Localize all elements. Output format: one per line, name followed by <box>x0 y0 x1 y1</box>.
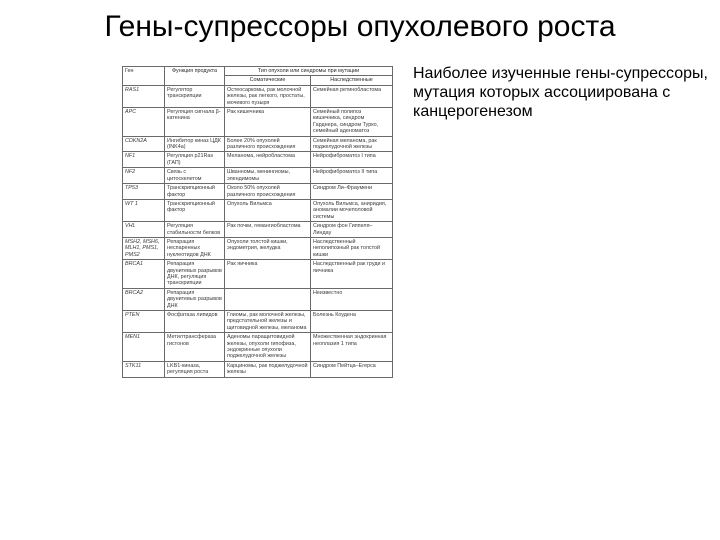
table-row <box>123 288 393 310</box>
table-cell-gene: STK11 <box>123 361 165 377</box>
table-cell-somatic: Глиомы, рак молочной железы, предстательной железы и щитовидной железы, меланома <box>225 311 311 333</box>
table-row <box>123 199 393 221</box>
table-cell-germline: Синдром Пейтца–Егерса <box>311 361 393 377</box>
table-cell-somatic: Более 20% опухолей различного происхождения <box>225 136 311 152</box>
table-cell-somatic: Рак кишечника <box>225 108 311 137</box>
table-body <box>123 85 393 377</box>
table-cell-somatic: Опухоль Вильмса <box>225 199 311 221</box>
table-cell-germline: Болезнь Коудена <box>311 311 393 333</box>
table-cell-function: Ингибитор киназ ЦДК (INK4a) <box>165 136 225 152</box>
table-row <box>123 85 393 107</box>
slide-title: Гены-супрессоры опухолевого роста <box>104 10 616 43</box>
table-cell-somatic: Шванномы, менингиомы, эпендимомы <box>225 168 311 184</box>
table-cell-function: Метилтрансфераза гистонов <box>165 333 225 362</box>
table-row <box>123 108 393 137</box>
table-cell-gene: RAS1 <box>123 85 165 107</box>
table-cell-somatic: Остеосаркомы, рак молочной железы, рак легкого, простаты, мочевого пузыря <box>225 85 311 107</box>
table-cell-germline: Неизвестно <box>311 288 393 310</box>
table-cell-somatic: Карциномы, рак поджелудочной железы <box>225 361 311 377</box>
table-cell-somatic: Меланома, нейробластома <box>225 152 311 168</box>
table-cell-function: Транскрипционный фактор <box>165 199 225 221</box>
table-cell-gene: BRCA1 <box>123 260 165 289</box>
table-cell-germline: Наследственный неполипозный рак толстой кишки <box>311 237 393 259</box>
table-row <box>123 260 393 289</box>
table-cell-germline: Нейрофиброматоз II типа <box>311 168 393 184</box>
table-cell-gene: MEN1 <box>123 333 165 362</box>
table-cell-germline: Синдром Ли–Фраумени <box>311 184 393 200</box>
table-cell-germline: Семейная ретинобластома <box>311 85 393 107</box>
table-cell-somatic: Опухоли толстой кишки, эндометрия, желудка <box>225 237 311 259</box>
table-cell-germline: Семейный полипоз кишечника, синдром Гарднера, синдром Турко, семейный аденоматоз <box>311 108 393 137</box>
table-row <box>123 237 393 259</box>
table-cell-somatic <box>225 288 311 310</box>
table-row <box>123 152 393 168</box>
table-cell-function: Фосфатаза липидов <box>165 311 225 333</box>
table-cell-somatic: Аденомы паращитовидной железы, опухоли гипофиза, эндокринные опухоли поджелудочной железы <box>225 333 311 362</box>
table-cell-gene: TP53 <box>123 184 165 200</box>
table-row <box>123 311 393 333</box>
table-cell-gene: NF1 <box>123 152 165 168</box>
table-header-row <box>123 67 393 76</box>
table-cell-gene: NF2 <box>123 168 165 184</box>
table-row <box>123 333 393 362</box>
table-cell-germline: Нейрофиброматоз I типа <box>311 152 393 168</box>
table-cell-somatic: Рак почки, гемангиобластома <box>225 222 311 238</box>
table-cell-germline: Семейная меланома, рак поджелудочной железы <box>311 136 393 152</box>
table-cell-gene: BRCA2 <box>123 288 165 310</box>
table-cell-germline: Множественная эндокринная неоплазия 1 типа <box>311 333 393 362</box>
table-cell-gene: WT 1 <box>123 199 165 221</box>
table-cell-somatic: Рак яичника <box>225 260 311 289</box>
table-cell-function: Регуляция р21Ras (ГАП) <box>165 152 225 168</box>
header-function: Функция продукта <box>165 67 225 86</box>
table-cell-function: Репарация неспаренных нуклеотидов ДНК <box>165 237 225 259</box>
table-cell-gene: MSH2, MSH6, MLH1, PMS1, PMS2 <box>123 237 165 259</box>
table-cell-function: Регулятор транскрипции <box>165 85 225 107</box>
table-row <box>123 184 393 200</box>
table-row <box>123 168 393 184</box>
table-row <box>123 222 393 238</box>
table-cell-function: Репарация двунитевых разрывов ДНК <box>165 288 225 310</box>
gene-table <box>122 66 393 378</box>
table-cell-gene: VHL <box>123 222 165 238</box>
header-germline: Наследственные <box>311 76 393 85</box>
table-cell-function: Транскрипционный фактор <box>165 184 225 200</box>
table-cell-germline: Синдром фон Гиппеля–Линдау <box>311 222 393 238</box>
table-cell-gene: CDKN2A <box>123 136 165 152</box>
table-cell-function: LKB1-киназа, регуляция роста <box>165 361 225 377</box>
table-row <box>123 361 393 377</box>
table-row <box>123 136 393 152</box>
table-cell-function: Регуляция стабильности белков <box>165 222 225 238</box>
table-cell-gene: PTEN <box>123 311 165 333</box>
header-somatic: Соматические <box>225 76 311 85</box>
header-gene: Ген <box>123 67 165 86</box>
side-note: Наиболее изученные гены-супрессоры, мутация которых ассоциирована с канцерогенезом <box>413 65 708 120</box>
table-cell-germline: Наследственный рак груди и яичника <box>311 260 393 289</box>
table-cell-gene: APC <box>123 108 165 137</box>
gene-table-wrapper <box>122 66 393 378</box>
table-cell-somatic: Около 50% опухолей различного происхождения <box>225 184 311 200</box>
table-cell-function: Репарация двунитевых разрывов ДНК, регуляция транскрипции <box>165 260 225 289</box>
header-tumor-group: Тип опухоли или синдромы при мутации <box>225 67 393 76</box>
table-cell-function: Регуляция сигнала β-катенина <box>165 108 225 137</box>
table-cell-germline: Опухоль Вильмса, аниридия, аномалии мочеполовой системы <box>311 199 393 221</box>
table-cell-function: Связь с цитоскелетом <box>165 168 225 184</box>
